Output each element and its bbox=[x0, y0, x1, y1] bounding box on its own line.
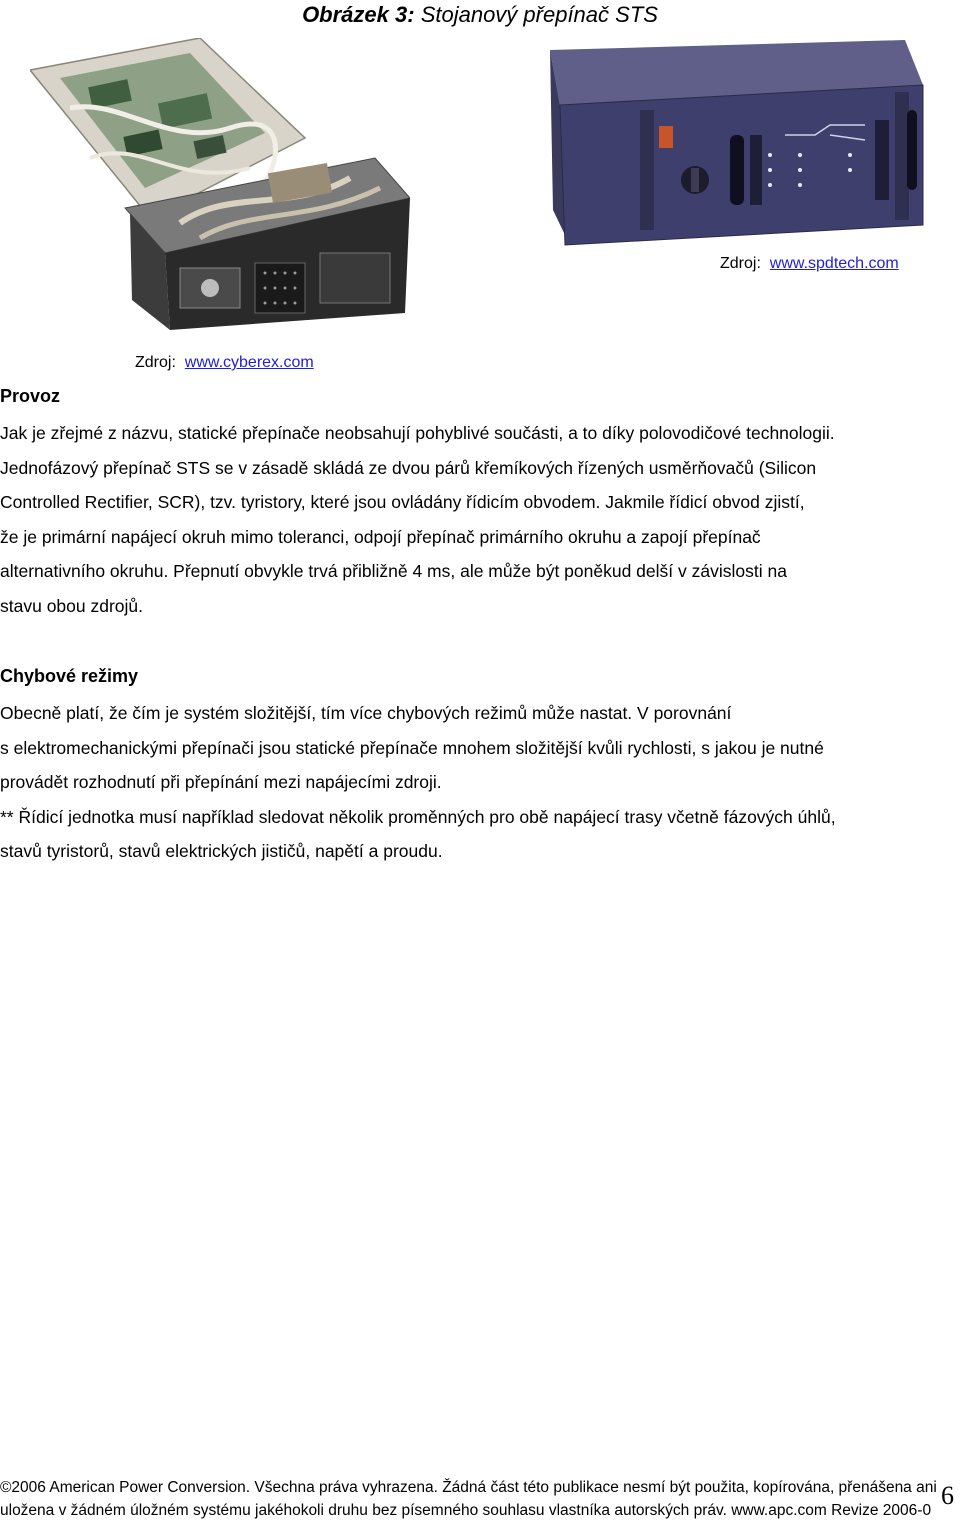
source-right-link[interactable]: www.spdtech.com bbox=[769, 255, 899, 272]
section-body-provoz bbox=[0, 416, 960, 623]
figure-title bbox=[0, 2, 960, 28]
paragraph-line: ** Řídicí jednotka musí například sledovat několik proměnných pro obě napájecí trasy včetně fázových úhlů, bbox=[0, 806, 836, 827]
section-body-chybove-rezimy bbox=[0, 696, 960, 869]
footer-rights-line: uložena v žádném úložném systému jakéhokoli druhu bez písemného souhlasu vlastníka autorských práv. www.apc.com Revize 2006-0 bbox=[0, 1502, 932, 1519]
paragraph-line: provádět rozhodnutí při přepínání mezi napájecími zdroji. bbox=[0, 772, 442, 792]
source-left-label: Zdroj: bbox=[135, 354, 176, 371]
photo-rack-sts-unit bbox=[545, 40, 925, 250]
photo-open-sts-unit bbox=[30, 38, 410, 330]
paragraph-line: stavů tyristorů, stavů elektrických jističů, napětí a proudu. bbox=[0, 841, 443, 861]
source-right-label: Zdroj: bbox=[720, 255, 761, 272]
paragraph-line: Obecně platí, že čím je systém složitější, tím více chybových režimů může nastat. V porovnání bbox=[0, 703, 732, 723]
paragraph-line: že je primární napájecí okruh mimo toleranci, odpojí přepínač primárního okruhu a zapojí přepínač bbox=[0, 526, 761, 547]
section-heading-chybove-rezimy: Chybové režimy bbox=[0, 666, 139, 686]
figure-title-text: Stojanový přepínač STS bbox=[420, 2, 658, 27]
page-number: 6 bbox=[941, 1481, 954, 1510]
source-right bbox=[720, 255, 899, 273]
page-footer bbox=[0, 1476, 937, 1522]
footer-copyright-line: ©2006 American Power Conversion. Všechna práva vyhrazena. Žádná část této publikace nesmí být použita, kopírována, přenášena ani bbox=[0, 1479, 937, 1496]
source-left bbox=[135, 354, 314, 372]
paragraph-line: Jednofázový přepínač STS se v zásadě skládá ze dvou párů křemíkových řízených usměrňovačů (Silicon bbox=[0, 457, 817, 478]
source-left-link[interactable]: www.cyberex.com bbox=[184, 354, 314, 371]
section-heading-provoz: Provoz bbox=[0, 386, 61, 406]
paragraph-line: Controlled Rectifier, SCR), tzv. tyristory, které jsou ovládány řídicím obvodem. Jakmile řídicí obvod zjistí, bbox=[0, 492, 805, 512]
photo-rack-sts-unit-drawing bbox=[545, 40, 925, 250]
paragraph-line: stavu obou zdrojů. bbox=[0, 595, 144, 616]
paragraph-line: alternativního okruhu. Přepnutí obvykle trvá přibližně 4 ms, ale může být poněkud delší v závislosti na bbox=[0, 561, 787, 581]
photo-open-sts-unit-drawing bbox=[30, 38, 410, 330]
paragraph-line: s elektromechanickými přepínači jsou statické přepínače mnohem složitější kvůli rychlosti, s jakou je nutné bbox=[0, 737, 824, 758]
paragraph-line: Jak je zřejmé z názvu, statické přepínače neobsahují pohyblivé součásti, a to díky polovodičové technologii. bbox=[0, 423, 835, 443]
figure-title-label: Obrázek 3: bbox=[302, 2, 415, 27]
